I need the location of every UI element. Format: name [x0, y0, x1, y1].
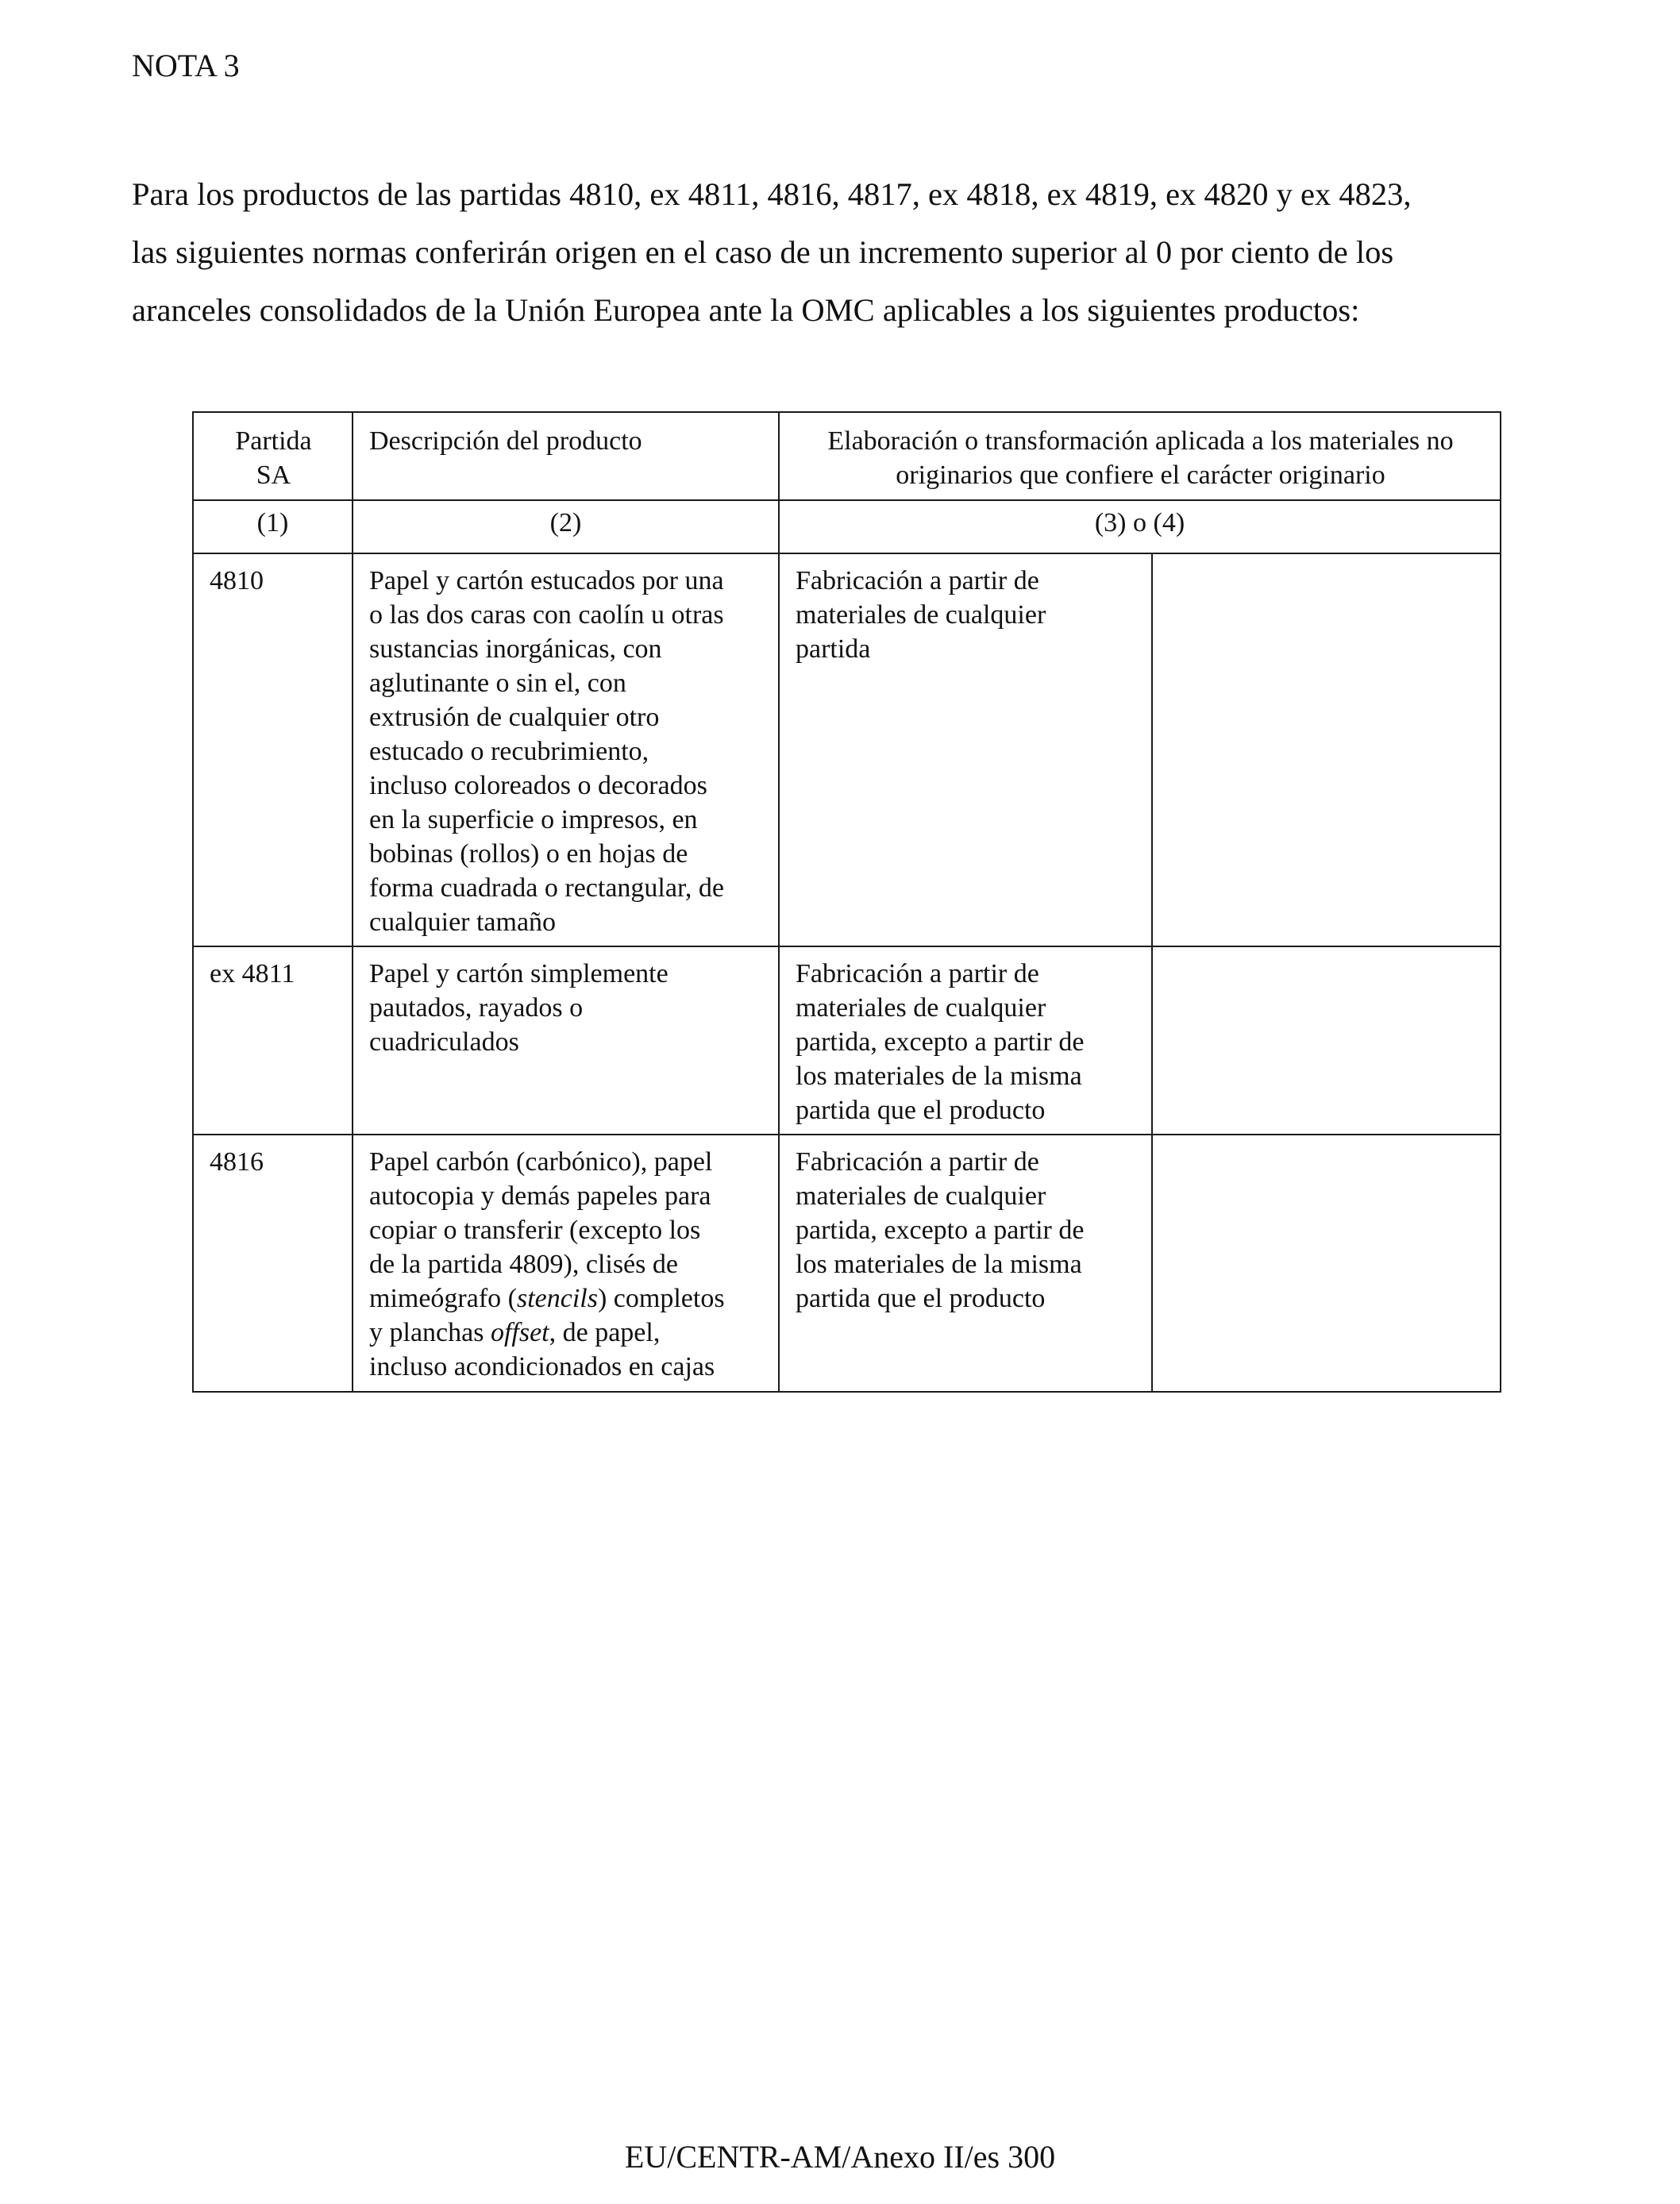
- row-rule: Fabricación a partir de materiales de cualquier partida: [779, 553, 1152, 946]
- header-descripcion: Descripción del producto: [353, 412, 779, 500]
- row-code: 4816: [193, 1135, 353, 1392]
- intro-line: aranceles consolidados de la Unión Europea ante la OMC aplicables a los siguientes productos:: [132, 292, 1360, 328]
- row-description: Papel y cartón simplemente pautados, rayados o cuadriculados: [353, 946, 779, 1135]
- table-header-row: [193, 412, 1501, 500]
- row-code: 4810: [193, 553, 353, 946]
- row-col4: [1152, 1135, 1501, 1392]
- row-code: ex 4811: [193, 946, 353, 1135]
- column-number-row: [193, 500, 1501, 553]
- row-rule: Fabricación a partir de materiales de cualquier partida, excepto a partir de los materiales de la misma partida que el producto: [779, 946, 1152, 1135]
- column-number-3-4: (3) o (4): [779, 500, 1501, 553]
- italic-term: stencils: [517, 1284, 598, 1313]
- italic-term: offset: [490, 1318, 549, 1347]
- row-rule: Fabricación a partir de materiales de cualquier partida, excepto a partir de los materiales de la misma partida que el producto: [779, 1135, 1152, 1392]
- note-title: NOTA 3: [132, 48, 240, 83]
- origin-rules-table: [192, 411, 1501, 1393]
- row-description: Papel y cartón estucados por una o las dos caras con caolín u otras sustancias inorgánicas, con aglutinante o sin el, con extrusión de cualquier otro estucado o recubrimiento, incluso coloreados o decorados en la superficie o impresos, en bobinas (rollos) o en hojas de forma cuadrada o rectangular, de cualquier tamaño: [353, 553, 779, 946]
- header-partida-sa: Partida SA: [193, 412, 353, 500]
- table-row: [193, 553, 1501, 946]
- intro-line: Para los productos de las partidas 4810, ex 4811, 4816, 4817, ex 4818, ex 4819, ex 4820 y ex 4823,: [132, 176, 1412, 212]
- row-description: Papel carbón (carbónico), papel autocopia y demás papeles para copiar o transferir (excepto los de la partida 4809), clisés de mimeógrafo (stencils) completos y planchas offset, de papel, incluso acondicionados en cajas: [353, 1135, 779, 1392]
- row-col4: [1152, 553, 1501, 946]
- header-elaboracion: Elaboración o transformación aplicada a los materiales no originarios que confiere el carácter originario: [779, 412, 1501, 500]
- page-footer: EU/CENTR-AM/Anexo II/es 300: [624, 2139, 1056, 2175]
- table-row: [193, 946, 1501, 1135]
- column-number-1: (1): [193, 500, 353, 553]
- row-col4: [1152, 946, 1501, 1135]
- intro-paragraph: [132, 165, 1561, 339]
- column-number-2: (2): [353, 500, 779, 553]
- intro-line: las siguientes normas conferirán origen en el caso de un incremento superior al 0 por ciento de los: [132, 234, 1394, 270]
- table-row: [193, 1135, 1501, 1392]
